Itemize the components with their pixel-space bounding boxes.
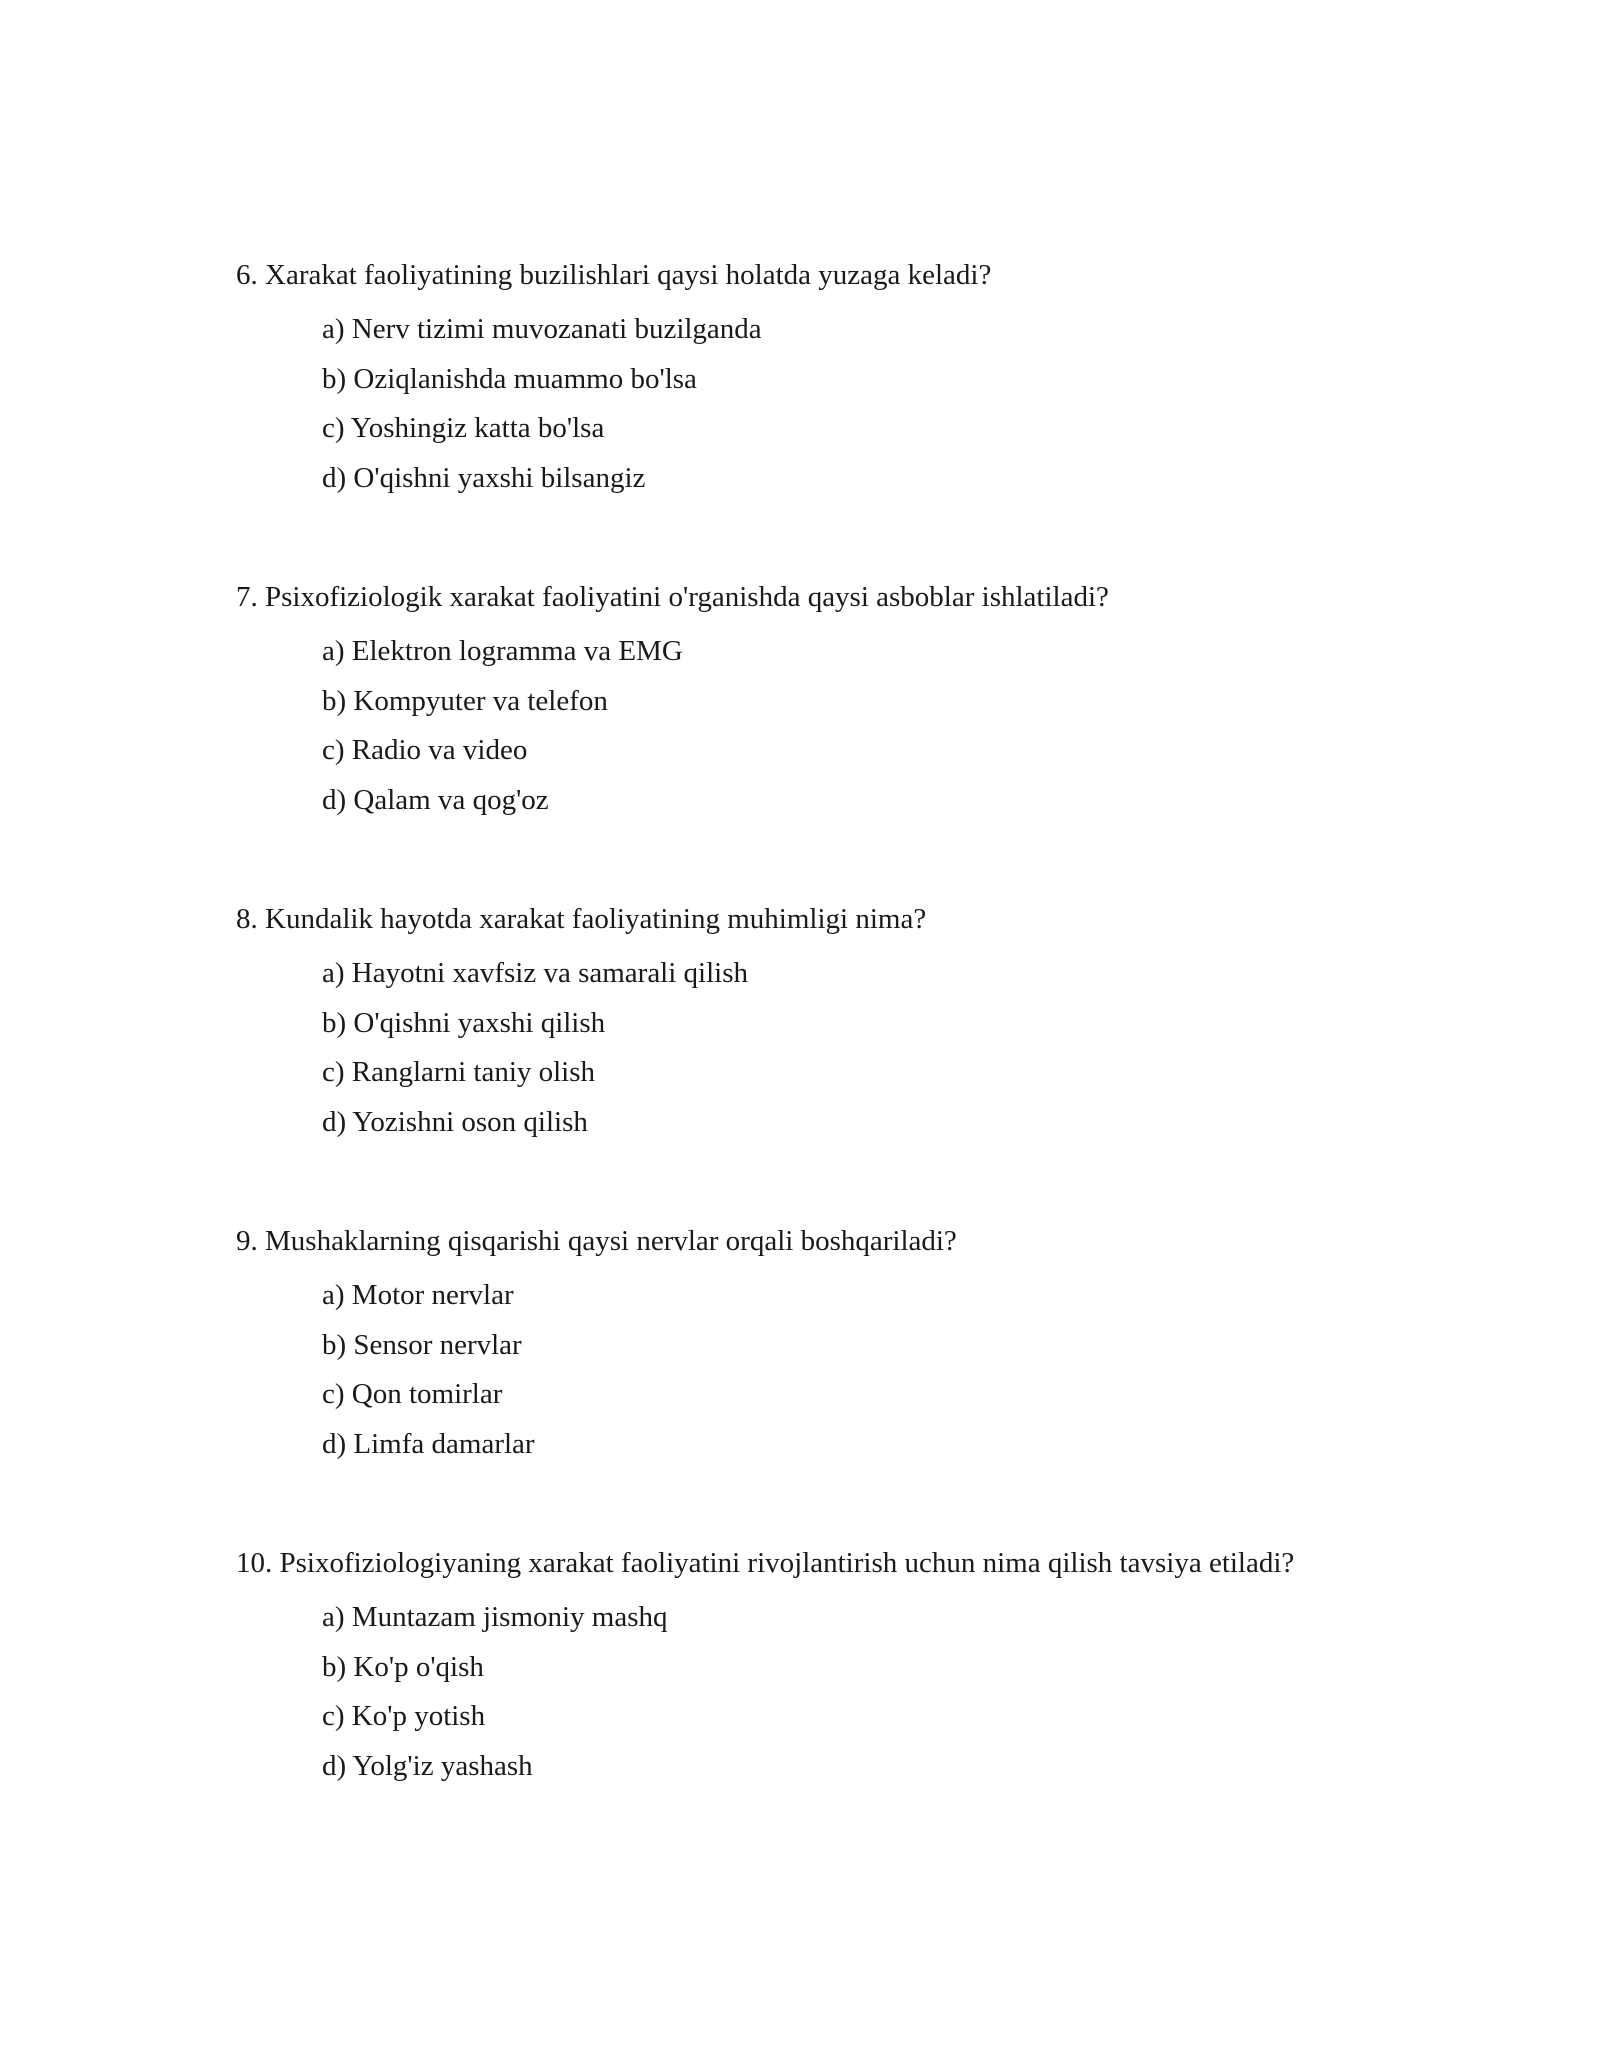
question-8: [236, 898, 1356, 1147]
question-text: 8. Kundalik hayotda xarakat faoliyatining muhimligi nima?: [236, 903, 927, 935]
answer-option-c: c) Ko'p yotish: [322, 1700, 486, 1732]
question-9: [236, 1220, 1356, 1469]
answer-option-a: a) Elektron logramma va EMG: [322, 635, 683, 667]
answer-option-d: d) Qalam va qog'oz: [322, 783, 549, 816]
answer-options: [236, 1593, 1356, 1791]
answer-option-a: a) Motor nervlar: [322, 1279, 514, 1311]
answer-option-a: a) Nerv tizimi muvozanati buzilganda: [322, 313, 762, 345]
question-6: [236, 254, 1356, 503]
answer-options: [236, 1271, 1356, 1469]
answer-option-b: b) Oziqlanishda muammo bo'lsa: [322, 362, 697, 395]
answer-option-b: b) Sensor nervlar: [322, 1328, 522, 1361]
answer-option-d: d) Limfa damarlar: [322, 1427, 535, 1460]
answer-option-c: c) Yoshingiz katta bo'lsa: [322, 412, 605, 444]
answer-option-a: a) Muntazam jismoniy mashq: [322, 1601, 668, 1633]
answer-options: [236, 627, 1356, 825]
answer-option-c: c) Radio va video: [322, 734, 528, 766]
answer-option-a: a) Hayotni xavfsiz va samarali qilish: [322, 957, 749, 989]
question-text: 6. Xarakat faoliyatining buzilishlari qaysi holatda yuzaga keladi?: [236, 259, 992, 291]
question-10: [236, 1542, 1356, 1791]
answer-option-c: c) Qon tomirlar: [322, 1378, 503, 1410]
answer-option-c: c) Ranglarni taniy olish: [322, 1056, 596, 1088]
answer-options: [236, 305, 1356, 503]
answer-options: [236, 949, 1356, 1147]
answer-option-d: d) Yozishni oson qilish: [322, 1105, 588, 1138]
question-7: [236, 576, 1356, 825]
answer-option-b: b) Ko'p o'qish: [322, 1650, 484, 1683]
answer-option-d: d) O'qishni yaxshi bilsangiz: [322, 461, 646, 494]
answer-option-d: d) Yolg'iz yashash: [322, 1749, 533, 1782]
question-text: 7. Psixofiziologik xarakat faoliyatini o'rganishda qaysi asboblar ishlatiladi?: [236, 581, 1109, 613]
answer-option-b: b) Kompyuter va telefon: [322, 684, 608, 717]
question-text: 9. Mushaklarning qisqarishi qaysi nervlar orqali boshqariladi?: [236, 1225, 957, 1257]
answer-option-b: b) O'qishni yaxshi qilish: [322, 1006, 606, 1039]
question-text: 10. Psixofiziologiyaning xarakat faoliyatini rivojlantirish uchun nima qilish tavsiya etiladi?: [236, 1547, 1295, 1579]
